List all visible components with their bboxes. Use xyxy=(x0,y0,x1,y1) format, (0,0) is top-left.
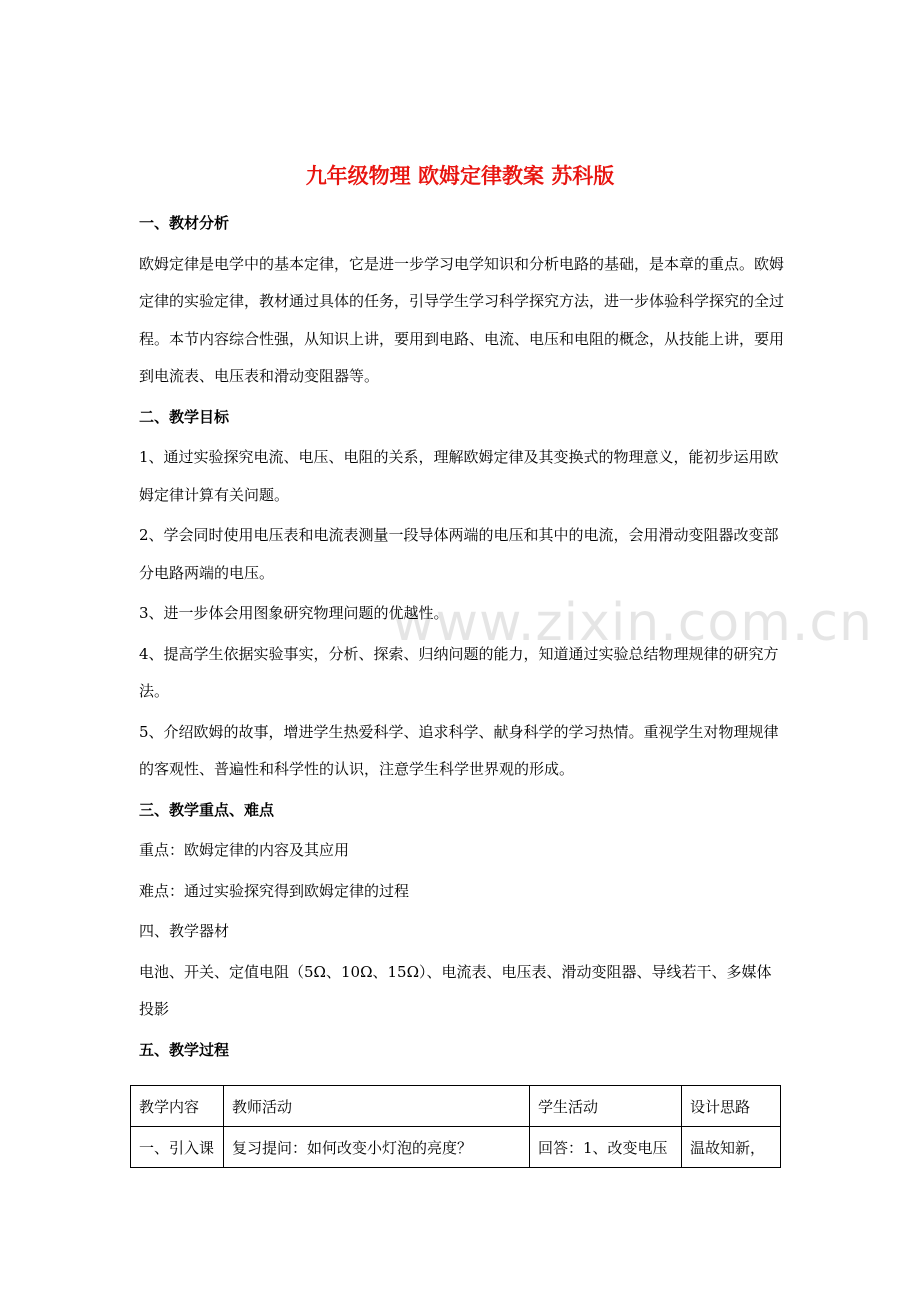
document-body xyxy=(139,205,784,1069)
equipment-text: 电池、开关、定值电阻（5Ω、10Ω、15Ω）、电流表、电压表、滑动变阻器、导线若干、多媒体投影 xyxy=(139,962,772,1018)
table-cell: 温故知新， xyxy=(682,1127,781,1168)
goal-item-1: 1、通过实验探究电流、电压、电阻的关系，理解欧姆定律及其变换式的物理意义，能初步运用欧姆定律计算有关问题。 xyxy=(139,448,779,504)
goal-item-2: 2、学会同时使用电压表和电流表测量一段导体两端的电压和其中的电流，会用滑动变阻器改变部分电路两端的电压。 xyxy=(139,526,779,582)
key-point-text: 重点：欧姆定律的内容及其应用 xyxy=(139,841,350,859)
goal-item-4: 4、提高学生依据实验事实，分析、探索、归纳问题的能力，知道通过实验总结物理规律的研究方法。 xyxy=(139,644,779,700)
goal-item-5: 5、介绍欧姆的故事，增进学生热爱科学、追求科学、献身科学的学习热情。重视学生对物理规律的客观性、普遍性和科学性的认识，注意学生科学世界观的形成。 xyxy=(139,722,779,778)
goal-item-3: 3、进一步体会用图象研究物理问题的优越性。 xyxy=(139,604,449,622)
table-cell: 一、引入课 xyxy=(131,1127,224,1168)
section-heading-equipment: 四、教学器材 xyxy=(139,922,230,940)
section-heading-teaching-goals: 二、教学目标 xyxy=(139,407,230,426)
section-heading-textbook-analysis: 一、教材分析 xyxy=(139,214,230,232)
table-cell: 复习提问：如何改变小灯泡的亮度？ xyxy=(224,1127,530,1168)
section-heading-key-points: 三、教学重点、难点 xyxy=(139,800,275,819)
table-header-cell: 教师活动 xyxy=(224,1086,530,1127)
table-header-cell: 学生活动 xyxy=(530,1086,682,1127)
table-header-cell: 设计思路 xyxy=(682,1086,781,1127)
section-heading-teaching-process: 五、教学过程 xyxy=(139,1040,230,1059)
document-title: 九年级物理 欧姆定律教案 苏科版 xyxy=(305,164,615,188)
paragraph-textbook-analysis: 欧姆定律是电学中的基本定律，它是进一步学习电学知识和分析电路的基础，是本章的重点。欧姆定律的实验定律，教材通过具体的任务，引导学生学习科学探究方法，进一步体验科学探究的全过程。本节内容综合性强，从知识上讲，要用到电路、电流、电压和电阻的概念，从技能上讲，要用到电流表、电压表和滑动变阻器等。 xyxy=(139,254,785,385)
watermark-text: www.zixin.com.cn xyxy=(392,593,873,653)
teaching-process-table xyxy=(130,1085,781,1168)
difficulty-text: 难点：通过实验探究得到欧姆定律的过程 xyxy=(139,881,410,900)
table-cell: 回答：1、改变电压 xyxy=(530,1127,682,1168)
table-header-row xyxy=(131,1086,781,1127)
table-header-cell: 教学内容 xyxy=(131,1086,224,1127)
table-row xyxy=(131,1127,781,1168)
